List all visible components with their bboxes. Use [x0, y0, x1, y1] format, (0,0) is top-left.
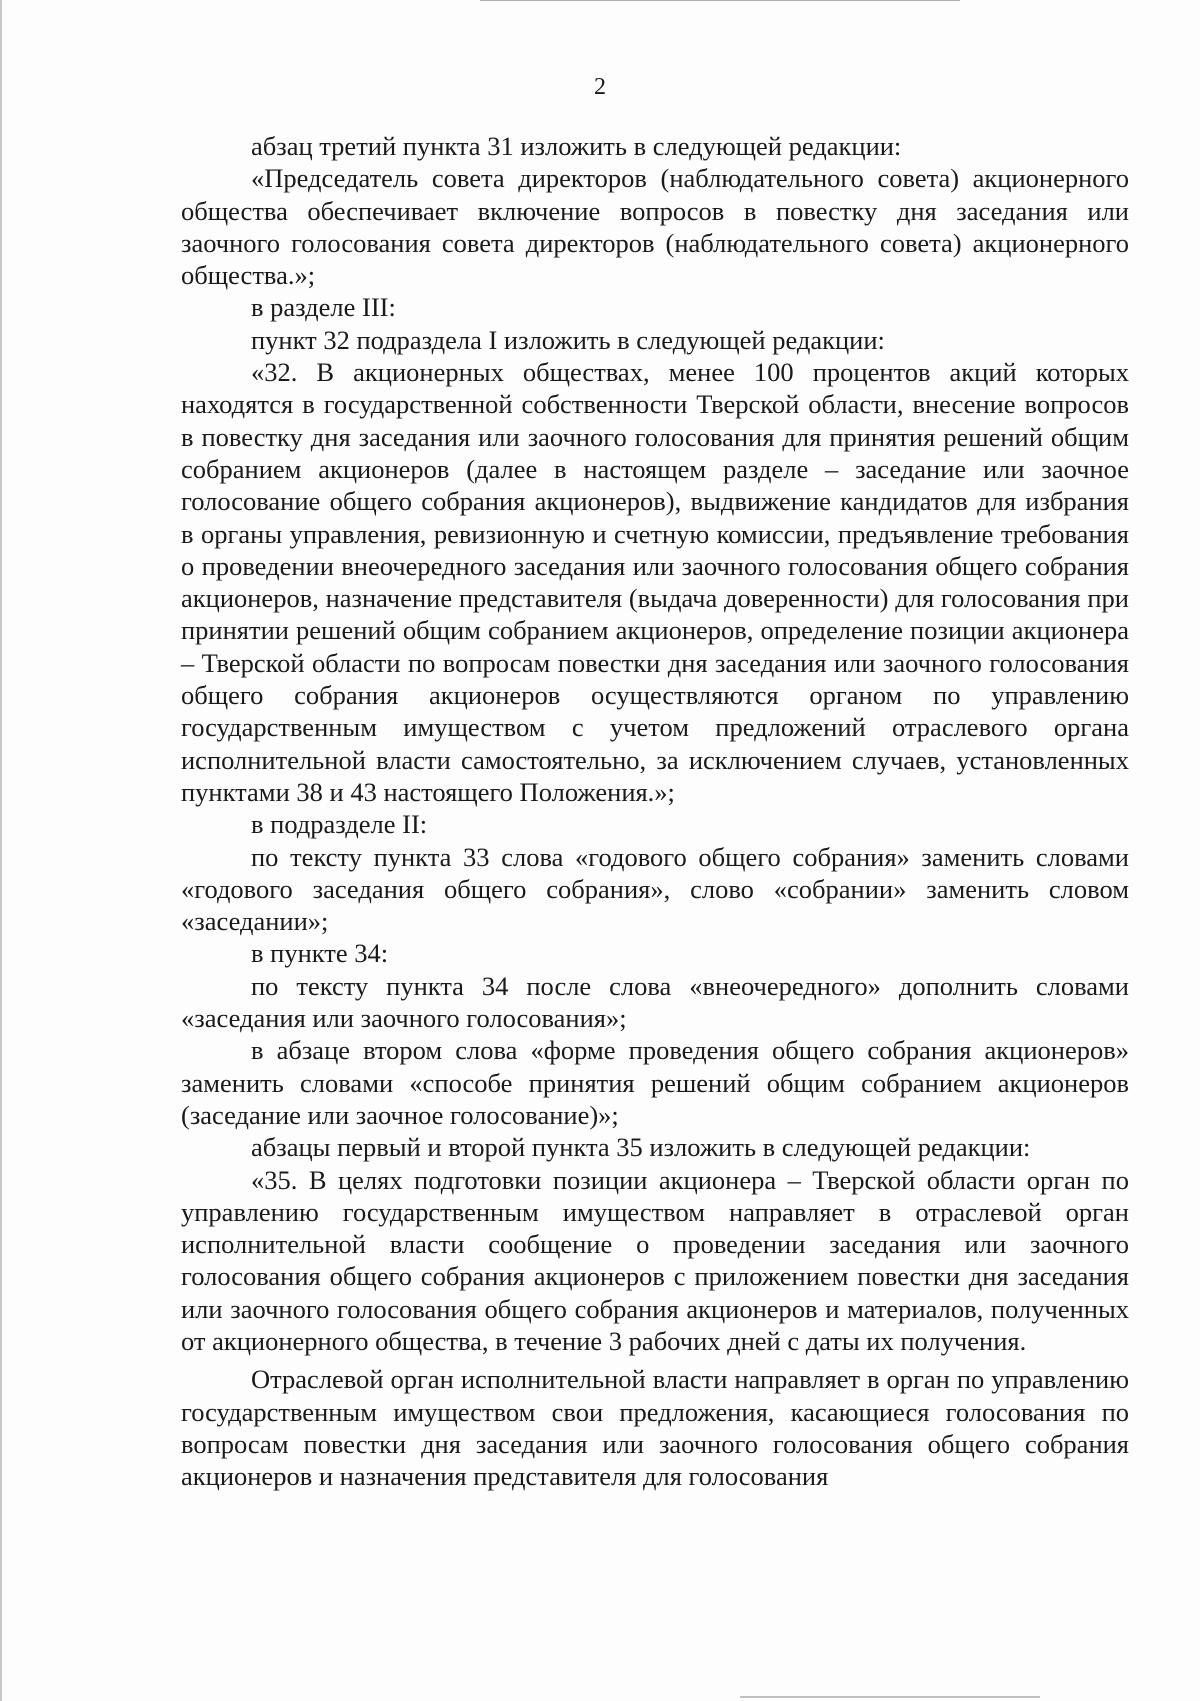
document-body	[181, 130, 1129, 1492]
paragraph: по тексту пункта 33 слова «годового общего собрания» заменить словами «годового заседания общего собрания», слово «собрании» заменить словом «заседании»;	[181, 841, 1129, 937]
paragraph: «Председатель совета директоров (наблюдательного совета) акционерного общества обеспечивает включение вопросов в повестку дня заседания или заочного голосования совета директоров (наблюдательного совета) акционерного общества.»;	[181, 163, 1129, 291]
paragraph: «35. В целях подготовки позиции акционера – Тверской области орган по управлению государственным имуществом направляет в отраслевой орган исполнительной власти сообщение о проведении заседания или заочного голосования общего собрания акционеров с приложением повестки дня заседания или заочного голосования общего собрания акционеров и материалов, полученных от акционерного общества, в течение 3 рабочих дней с даты их получения.	[181, 1164, 1129, 1356]
paragraph: в разделе III:	[251, 292, 396, 323]
paragraph: в абзаце втором слова «форме проведения общего собрания акционеров» заменить словами «способе принятия решений общим собранием акционеров (заседание или заочное голосование)»;	[181, 1035, 1129, 1130]
paragraph: Отраслевой орган исполнительной власти направляет в орган по управлению государственным имуществом свои предложения, касающиеся голосования по вопросам повестки дня заседания или заочного голосования общего собрания акционеров и назначения представителя для голосования	[181, 1364, 1129, 1492]
scan-artifact-bottom	[740, 1696, 1040, 1698]
scan-edge-left	[0, 0, 2, 1701]
paragraph: абзацы первый и второй пункта 35 изложить в следующей редакции:	[251, 1132, 1031, 1163]
paragraph: «32. В акционерных обществах, менее 100 процентов акций которых находятся в государственной собственности Тверской области, внесение вопросов в повестку дня заседания или заочного голосования для принятия решений общим собранием акционеров (далее в настоящем разделе – заседание или заочное голосование общего собрания акционеров), выдвижение кандидатов для избрания в органы управления, ревизионную и счетную комиссии, предъявление требования о проведении внеочередного заседания или заочного голосования общего собрания акционеров, назначение представителя (выдача доверенности) для голосования при принятии решений общим собранием акционеров, определение позиции акционера – Тверской области по вопросам повестки дня заседания или заочного голосования общего собрания акционеров осуществляются органом по управлению государственным имуществом с учетом предложений отраслевого органа исполнительной власти самостоятельно, за исключением случаев, установленных пунктами 38 и 43 настоящего Положения.»;	[181, 357, 1129, 807]
paragraph: по тексту пункта 34 после слова «внеочередного» дополнить словами «заседания или заочного голосования»;	[181, 970, 1129, 1034]
scan-artifact-top	[480, 0, 960, 1]
paragraph: абзац третий пункта 31 изложить в следующей редакции:	[251, 131, 902, 161]
paragraph: пункт 32 подраздела I изложить в следующей редакции:	[251, 324, 885, 355]
page-number: 2	[594, 74, 606, 100]
paragraph: в подразделе II:	[251, 809, 428, 840]
paragraph: в пункте 34:	[251, 938, 389, 969]
